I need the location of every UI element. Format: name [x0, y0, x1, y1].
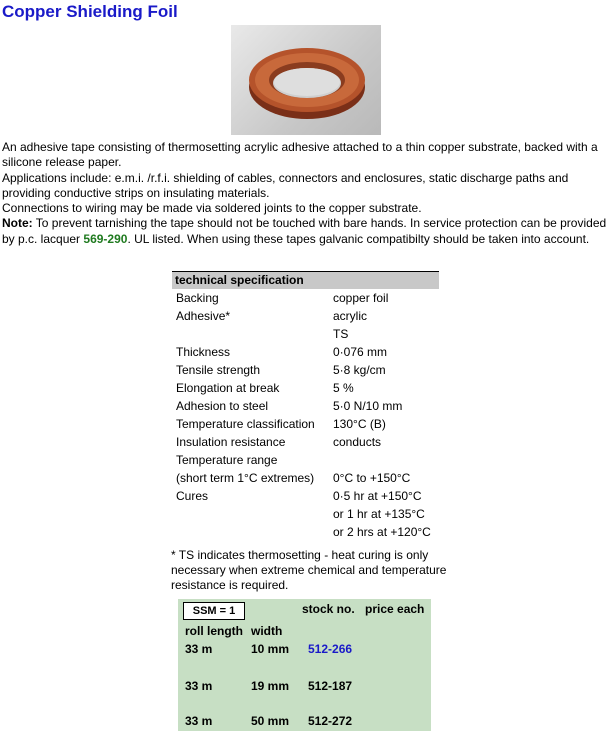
applications-text: Applications include: e.m.i. /r.f.i. shielding of cables, connectors and enclosures, static discharge paths and providing conductive strips on insulating materials.: [2, 170, 569, 200]
spec-label: Insulation resistance: [176, 435, 286, 449]
note-paragraph: [2, 216, 610, 247]
spec-rows: [172, 289, 439, 541]
spec-value: 0·5 hr at +150°C: [333, 489, 422, 503]
spec-value: or 2 hrs at +120°C: [333, 525, 431, 539]
spec-label: Temperature classification: [176, 417, 315, 431]
spec-row: [172, 433, 439, 451]
spec-row: [172, 361, 439, 379]
roll-length-header: roll length: [185, 624, 243, 638]
spec-value: 0°C to +150°C: [333, 471, 411, 485]
copper-tape-roll-icon: [231, 25, 381, 135]
note-text-after: . UL listed. When using these tapes galvanic compatibilty should be taken into account.: [127, 231, 590, 246]
spec-label: (short term 1°C extremes): [176, 471, 315, 485]
spec-label: Adhesive*: [176, 309, 231, 323]
spec-value: 0·076 mm: [333, 345, 388, 359]
spec-label: Cures: [176, 489, 209, 503]
product-description: [2, 140, 610, 247]
spec-row: [172, 469, 439, 487]
spec-value: 5 %: [333, 381, 354, 395]
ssm-badge: SSM = 1: [183, 602, 245, 620]
spec-value: TS: [333, 327, 349, 341]
spec-row: [172, 451, 439, 469]
lacquer-link[interactable]: 569-290: [83, 231, 128, 246]
technical-specification-table: [172, 271, 439, 541]
spec-label: Adhesion to steel: [176, 399, 269, 413]
row-1-length: 33 m: [185, 642, 213, 656]
spec-value: 5·8 kg/cm: [333, 363, 386, 377]
width-header: width: [251, 624, 283, 638]
note-text: To prevent tarnishing the tape should not be touched with bare hands. In service protection can be provided by p.c. lacquer: [2, 216, 607, 246]
spec-value: or 1 hr at +135°C: [333, 507, 425, 521]
footnote: * TS indicates thermosetting - heat curing is only necessary when extreme chemical and temperature resistance is required.: [171, 548, 447, 592]
row-2-width: 19 mm: [251, 679, 290, 693]
connections-text: Connections to wiring may be made via soldered joints to the copper substrate.: [2, 201, 422, 216]
spec-value: acrylic: [333, 309, 368, 323]
spec-row: [172, 343, 439, 361]
note-label: Note:: [2, 216, 33, 231]
spec-row: [172, 379, 439, 397]
spec-label: Thickness: [176, 345, 231, 359]
spec-label: Elongation at break: [176, 381, 280, 395]
spec-value: copper foil: [333, 291, 389, 305]
ordering-table: [178, 599, 431, 731]
spec-label: Temperature range: [176, 453, 278, 467]
spec-value: 5·0 N/10 mm: [333, 399, 403, 413]
row-3-stock: 512-272: [308, 714, 353, 728]
spec-row: [172, 523, 439, 541]
spec-value: 130°C (B): [333, 417, 386, 431]
page-title: Copper Shielding Foil: [2, 2, 178, 21]
row-3-width: 50 mm: [251, 714, 290, 728]
spec-row: [172, 307, 439, 325]
row-2-stock: 512-187: [308, 679, 353, 693]
stock-no-header: stock no.: [302, 602, 355, 616]
row-1-width: 10 mm: [251, 642, 290, 656]
spec-row: [172, 487, 439, 505]
price-each-header: price each: [365, 602, 425, 616]
spec-label: Backing: [176, 291, 219, 305]
spec-row: [172, 325, 439, 343]
description-text: An adhesive tape consisting of thermosetting acrylic adhesive attached to a thin copper substrate, backed with a silicone release paper.: [2, 140, 598, 170]
spec-label: Tensile strength: [176, 363, 261, 377]
spec-row: [172, 415, 439, 433]
spec-row: [172, 397, 439, 415]
row-1-stock-link[interactable]: 512-266: [308, 642, 353, 656]
spec-row: [172, 289, 439, 307]
row-3-length: 33 m: [185, 714, 213, 728]
row-2-length: 33 m: [185, 679, 213, 693]
spec-row: [172, 505, 439, 523]
product-photo: [231, 25, 381, 135]
spec-heading: technical specification: [172, 271, 439, 289]
spec-value: conducts: [333, 435, 382, 449]
